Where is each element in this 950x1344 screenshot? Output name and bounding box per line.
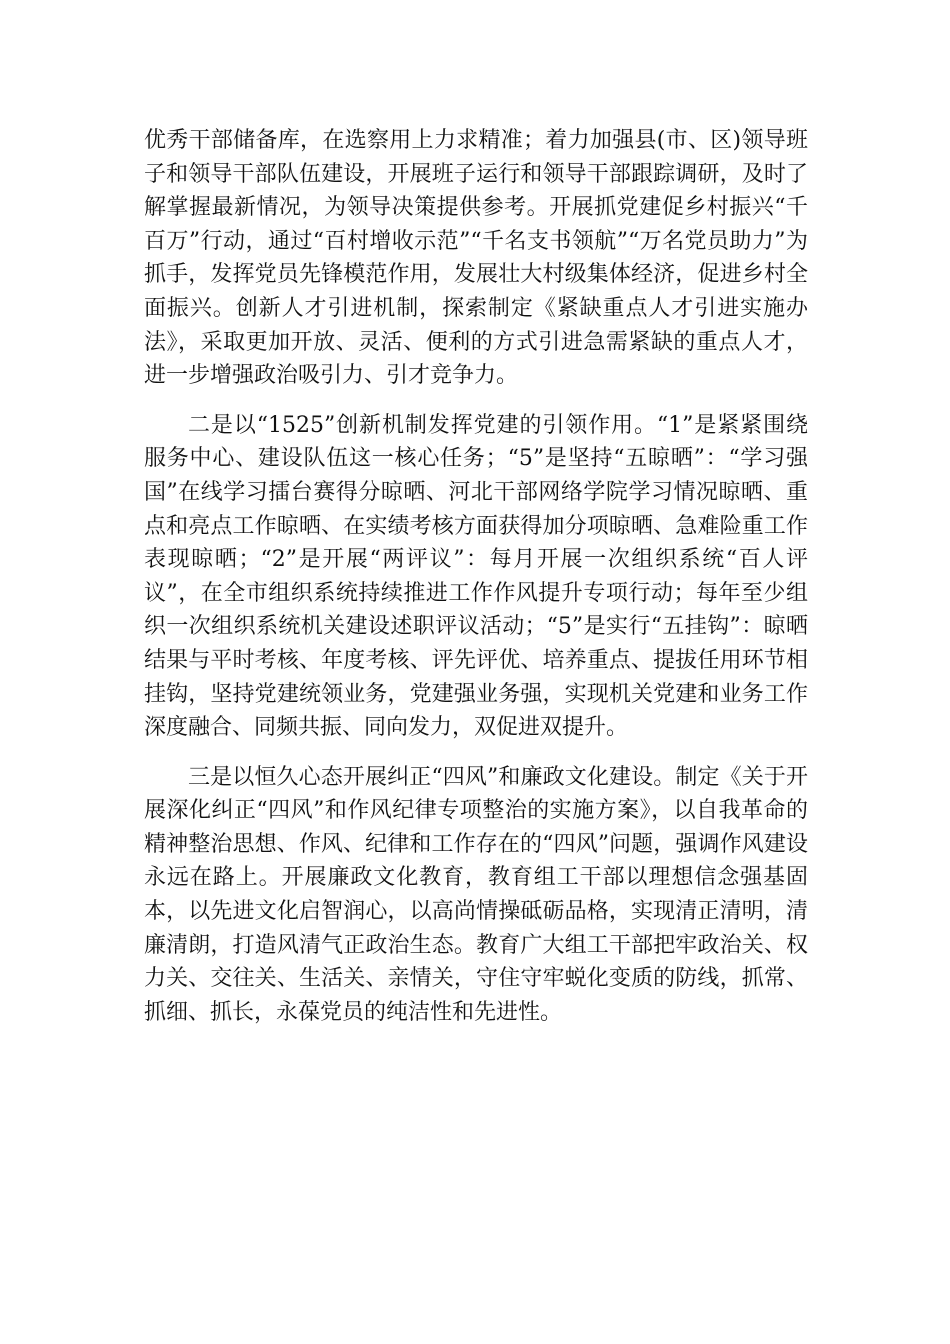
paragraph-1: 优秀干部储备库，在选察用上力求精准；着力加强县(市、区)领导班子和领导干部队伍建设，开展班子运行和领导干部跟踪调研，及时了解掌握最新情况，为领导决策提供参考。开展抓党建促乡村振兴“千百万”行动，通过“百村增收示范”“千名支书领航”“万名党员助力”为抓手，发挥党员先锋模范作用，发展壮大村级集体经济，促进乡村全面振兴。创新人才引进机制，探索制定《紧缺重点人才引进实施办法》，采取更加开放、灵活、便利的方式引进急需紧缺的重点人才，进一步增强政治吸引力、引才竞争力。 <box>144 128 808 389</box>
document-body <box>144 124 808 1029</box>
paragraph-3: 三是以恒久心态开展纠正“四风”和廉政文化建设。制定《关于开展深化纠正“四风”和作风纪律专项整治的实施方案》，以自我革命的精神整治思想、作风、纪律和工作存在的“四风”问题，强调作风建设永远在路上。开展廉政文化教育，教育组工干部以理想信念强基固本，以先进文化启智润心，以高尚情操砥砺品格，实现清正清明，清廉清朗，打造风清气正政治生态。教育广大组工干部把牢政治关、权力关、交往关、生活关、亲情关，守住守牢蜕化变质的防线，抓常、抓细、抓长，永葆党员的纯洁性和先进性。 <box>144 764 808 1025</box>
paragraph-2: 二是以“1525”创新机制发挥党建的引领作用。“1”是紧紧围绕服务中心、建设队伍这一核心任务；“5”是坚持“五晾晒”：“学习强国”在线学习擂台赛得分晾晒、河北干部网络学院学习情况晾晒、重点和亮点工作晾晒、在实绩考核方面获得加分项晾晒、急难险重工作表现晾晒；“2”是开展“两评议”：每月开展一次组织系统“百人评议”，在全市组织系统持续推进工作作风提升专项行动；每年至少组织一次组织系统机关建设述职评议活动；“5”是实行“五挂钩”：晾晒结果与平时考核、年度考核、评先评优、培养重点、提拔任用环节相挂钩，坚持党建统领业务，党建强业务强，实现机关党建和业务工作深度融合、同频共振、同向发力，双促进双提升。 <box>144 412 808 741</box>
